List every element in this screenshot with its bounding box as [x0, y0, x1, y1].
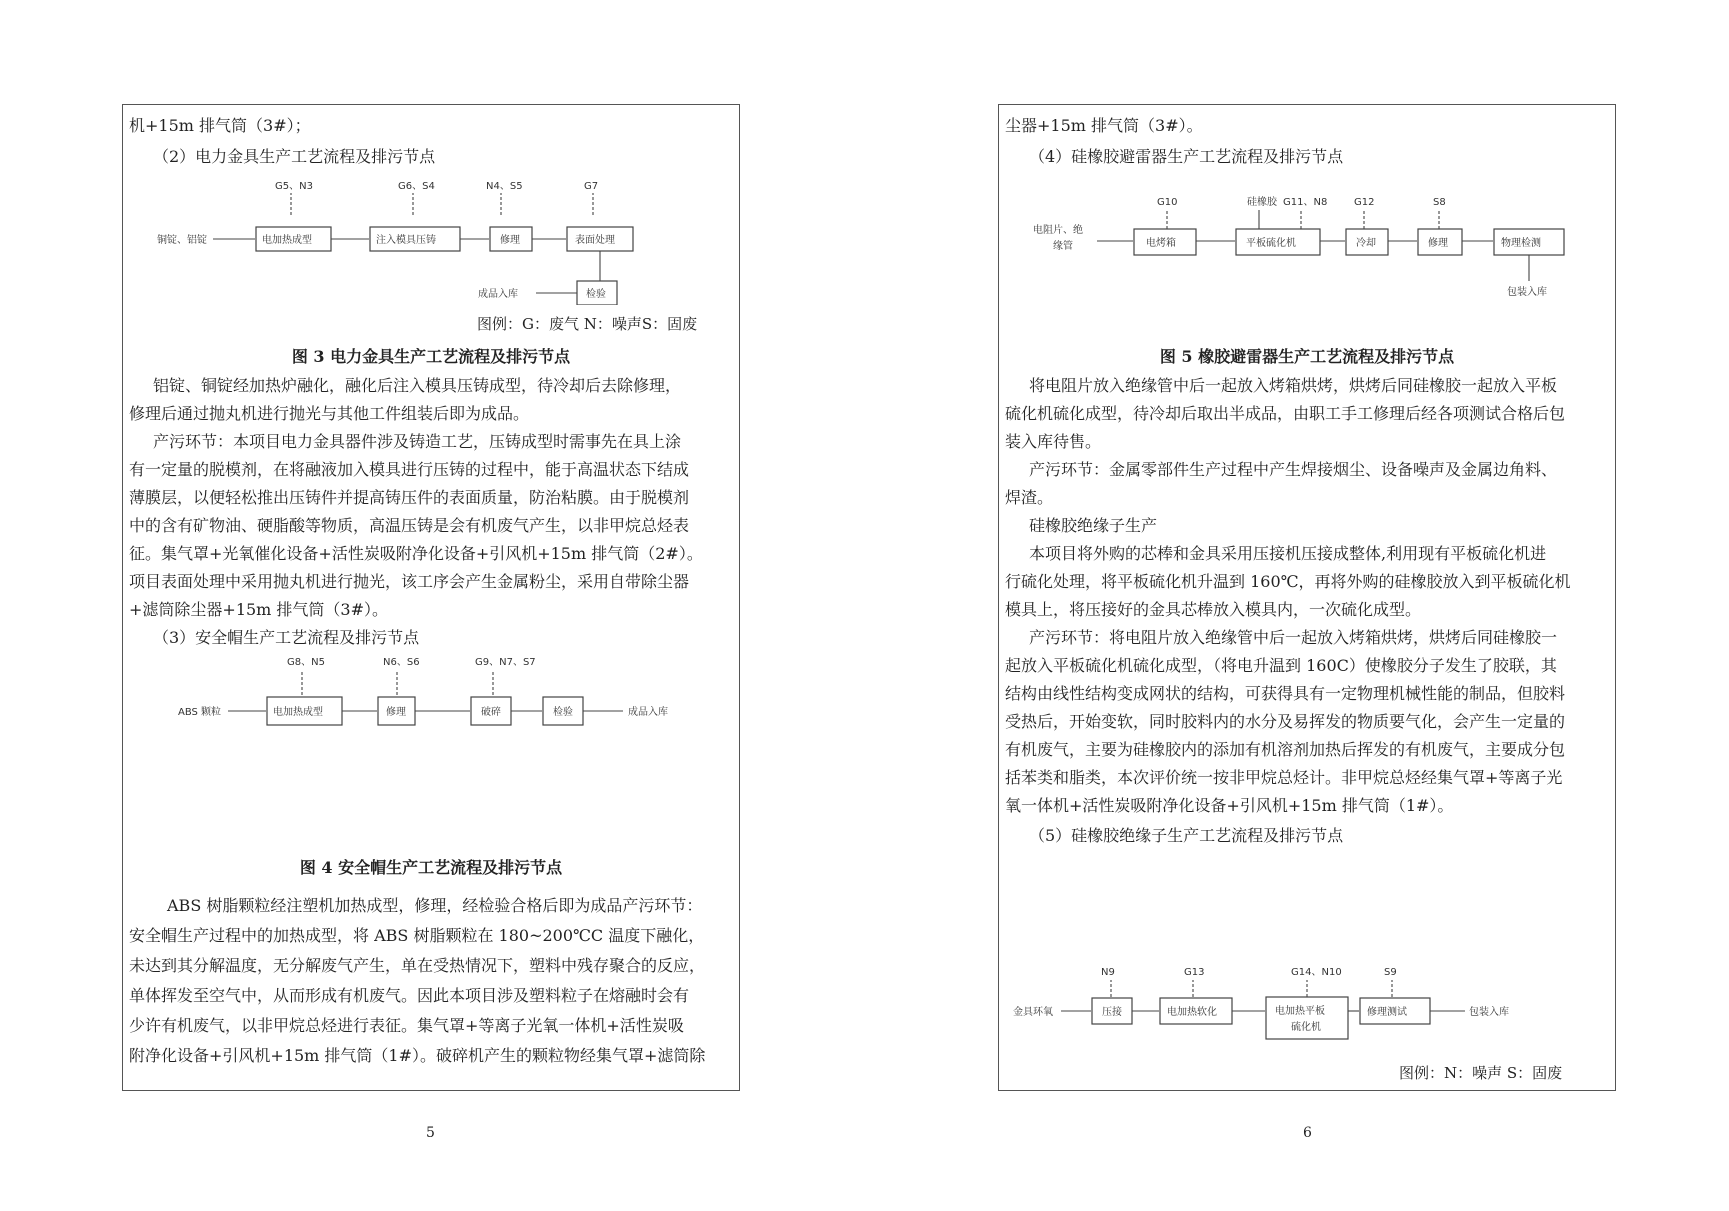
page-number: 5 — [426, 1125, 435, 1141]
process-label: 硫化机 — [1291, 1022, 1321, 1033]
text-line: 括苯类和脂类，本次评价统一按非甲烷总烃计。非甲烷总烃经集气罩+等离子光 — [1005, 768, 1563, 787]
pollutant-label: G10 — [1157, 197, 1178, 208]
pollutant-label: N4、S5 — [486, 181, 523, 192]
figure-3-flowchart — [123, 175, 739, 305]
figure-legend: 图例：G：废气 N：噪声S：固废 — [477, 315, 698, 333]
text-line: 产污环节：本项目电力金具器件涉及铸造工艺，压铸成型时需事先在具上涂 — [153, 432, 682, 451]
output-label: 包装入库 — [1507, 287, 1547, 298]
text-line: 结构由线性结构变成网状的结构，可获得具有一定物理机械性能的制品，但胶料 — [1005, 684, 1566, 703]
text-line: 薄膜层，以便轻松推出压铸件并提高铸压件的表面质量，防治粘膜。由于脱模剂 — [129, 488, 690, 507]
text-line: 有机废气，主要为硅橡胶内的添加有机溶剂加热后挥发的有机废气，主要成分包 — [1005, 740, 1566, 759]
process-label: 物理检测 — [1501, 238, 1541, 249]
process-label: 修理 — [1428, 238, 1448, 249]
text-line: 产污环节：将电阻片放入绝缘管中后一起放入烤箱烘烤，烘烤后同硅橡胶一 — [1029, 628, 1558, 647]
pollutant-label: N6、S6 — [383, 657, 420, 668]
text-line: +滤筒除尘器+15m 排气筒（3#）。 — [129, 600, 389, 619]
pollutant-label: 硅橡胶 — [1247, 197, 1277, 208]
output-label: 成品入库 — [628, 707, 668, 718]
figure-caption: 图 5 橡胶避雷器生产工艺流程及排污节点 — [1159, 347, 1455, 366]
text-line: 模具上，将压接好的金具芯棒放入模具内，一次硫化成型。 — [1005, 600, 1422, 619]
text-line: 有一定量的脱模剂，在将融液加入模具进行压铸的过程中，能于高温状态下结成 — [129, 460, 690, 479]
figure-legend: 图例：N：噪声 S：固废 — [1399, 1064, 1563, 1082]
input-label: 缘管 — [1053, 241, 1073, 252]
figure-4-flowchart — [123, 651, 739, 741]
process-label: 破碎 — [481, 707, 501, 718]
text-line: 项目表面处理中采用抛丸机进行抛光，该工序会产生金属粉尘，采用自带除尘器 — [129, 572, 690, 591]
pollutant-label: G9、N7、S7 — [475, 657, 536, 668]
text-line: 附净化设备+引风机+15m 排气筒（1#）。破碎机产生的颗粒物经集气罩+滤筒除 — [129, 1046, 706, 1065]
input-label: ABS 颗粒 — [178, 707, 222, 718]
process-label: 检验 — [553, 707, 573, 718]
pollutant-label: G6、S4 — [398, 181, 435, 192]
right-page — [998, 104, 1616, 1091]
section-heading: （5）硅橡胶绝缘子生产工艺流程及排污节点 — [1029, 826, 1344, 845]
pollutant-label: G12 — [1354, 197, 1375, 208]
text-line: 本项目将外购的芯棒和金具采用压接机压接成整体,利用现有平板硫化机进 — [1029, 544, 1547, 563]
text-line: 将电阻片放入绝缘管中后一起放入烤箱烘烤，烘烤后同硅橡胶一起放入平板 — [1029, 376, 1558, 395]
text-line: 征。集气罩+光氧催化设备+活性炭吸附净化设备+引风机+15m 排气筒（2#）。 — [129, 544, 703, 563]
output-label: 包装入库 — [1469, 1007, 1509, 1018]
text-line: 装入库待售。 — [1005, 432, 1102, 451]
process-label: 修理测试 — [1367, 1007, 1407, 1018]
text-line: 尘器+15m 排气筒（3#）。 — [1005, 116, 1203, 135]
section-heading: （4）硅橡胶避雷器生产工艺流程及排污节点 — [1029, 147, 1344, 166]
process-label: 电加热成型 — [273, 707, 323, 718]
section-heading: （2）电力金具生产工艺流程及排污节点 — [153, 147, 436, 166]
process-label: 表面处理 — [575, 235, 615, 246]
text-line: 焊渣。 — [1005, 488, 1054, 507]
input-label: 铜锭、铝锭 — [157, 235, 207, 246]
text-line: 安全帽生产过程中的加热成型，将 ABS 树脂颗粒在 180~200℃C 温度下融化， — [129, 926, 705, 945]
pollutant-label: G8、N5 — [287, 657, 325, 668]
page-number: 6 — [1303, 1125, 1312, 1141]
text-line: 少许有机废气，以非甲烷总烃进行表征。集气罩+等离子光氧一体机+活性炭吸 — [129, 1016, 684, 1035]
process-label: 修理 — [386, 707, 406, 718]
text-line: 未达到其分解温度，无分解废气产生，单在受热情况下，塑料中残存聚合的反应， — [129, 956, 706, 975]
figure-6-flowchart — [999, 963, 1615, 1063]
pollutant-label: S8 — [1433, 197, 1446, 208]
text-line: 硫化机硫化成型，待冷却后取出半成品，由职工手工修理后经各项测试合格后包 — [1005, 404, 1566, 423]
text-line: 中的含有矿物油、硬脂酸等物质，高温压铸是会有机废气产生，以非甲烷总烃表 — [129, 516, 690, 535]
pollutant-label: S9 — [1384, 967, 1397, 978]
pollutant-label: G7 — [584, 181, 599, 192]
pollutant-label: G14、N10 — [1291, 967, 1342, 978]
figure-caption: 图 3 电力金具生产工艺流程及排污节点 — [291, 347, 571, 366]
text-line: 产污环节：金属零部件生产过程中产生焊接烟尘、设备噪声及金属边角料、 — [1029, 460, 1558, 479]
text-line: 行硫化处理，将平板硫化机升温到 160℃，再将外购的硅橡胶放入到平板硫化机 — [1005, 572, 1571, 591]
process-label: 检验 — [586, 289, 606, 300]
text-line: ABS 树脂颗粒经注塑机加热成型，修理，经检验合格后即为成品产污环节： — [167, 896, 703, 915]
process-label: 电加热软化 — [1167, 1007, 1217, 1018]
text-line: 单体挥发至空气中，从而形成有机废气。因此本项目涉及塑料粒子在熔融时会有 — [129, 986, 690, 1005]
text-line: 硅橡胶绝缘子生产 — [1029, 516, 1158, 535]
process-label: 注入模具压铸 — [376, 235, 436, 246]
process-label: 电烤箱 — [1146, 238, 1176, 249]
process-label: 冷却 — [1356, 238, 1376, 249]
figure-5-flowchart — [999, 193, 1615, 323]
text-line: 氧一体机+活性炭吸附净化设备+引风机+15m 排气筒（1#）。 — [1005, 796, 1454, 815]
output-label: 成品入库 — [478, 289, 518, 300]
process-label: 电加热成型 — [262, 235, 312, 246]
process-label: 修理 — [500, 235, 520, 246]
input-label: 金具环氧 — [1013, 1007, 1053, 1018]
text-line: 受热后，开始变软，同时胶料内的水分及易挥发的物质要气化，会产生一定量的 — [1005, 712, 1566, 731]
left-page — [122, 104, 740, 1091]
process-label: 压接 — [1102, 1007, 1122, 1018]
pollutant-label: G5、N3 — [275, 181, 313, 192]
figure-caption: 图 4 安全帽生产工艺流程及排污节点 — [299, 858, 563, 877]
pollutant-label: G13 — [1184, 967, 1205, 978]
section-heading: （3）安全帽生产工艺流程及排污节点 — [153, 628, 420, 647]
pollutant-label: G11、N8 — [1283, 197, 1328, 208]
pollutant-label: N9 — [1101, 967, 1115, 978]
input-label: 电阻片、绝 — [1033, 225, 1083, 236]
text-line: 修理后通过抛丸机进行抛光与其他工件组装后即为成品。 — [129, 404, 530, 423]
text-line: 机+15m 排气筒（3#）； — [129, 116, 311, 135]
text-line: 铝锭、铜锭经加热炉融化，融化后注入模具压铸成型，待冷却后去除修理， — [153, 376, 682, 395]
process-label: 平板硫化机 — [1246, 238, 1296, 249]
text-line: 起放入平板硫化机硫化成型，（将电升温到 160C）使橡胶分子发生了胶联，其 — [1005, 656, 1557, 675]
process-label: 电加热平板 — [1275, 1006, 1325, 1017]
